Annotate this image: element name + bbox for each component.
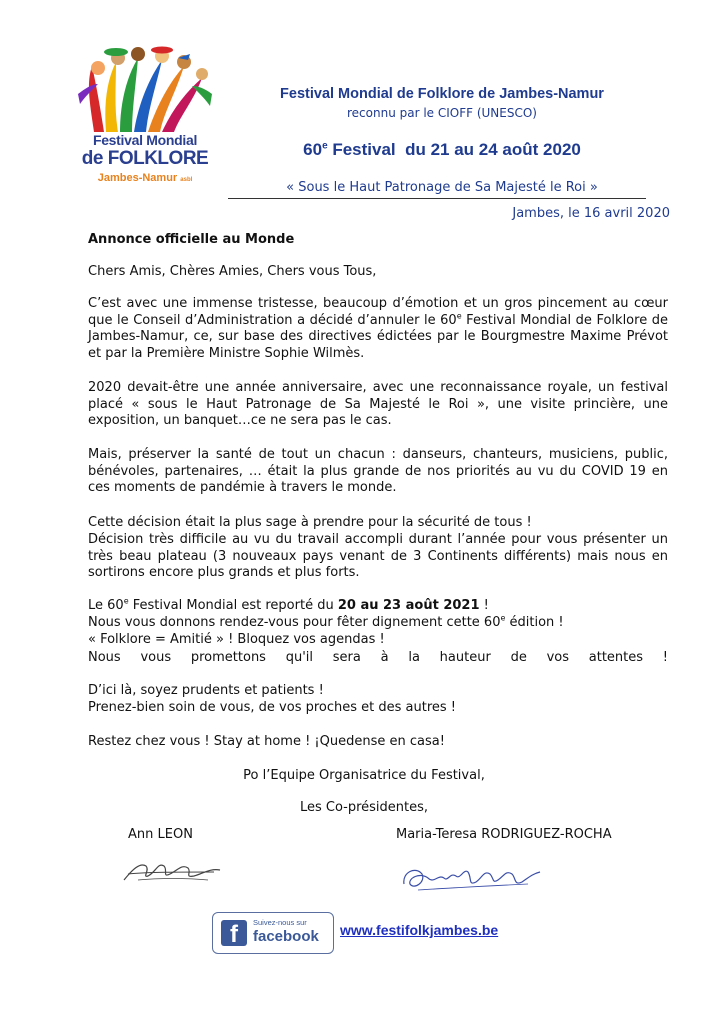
logo-line-3: [80, 172, 210, 184]
p5-text-c: !: [479, 598, 489, 613]
logo-line-2: de FOLKLORE: [81, 148, 209, 169]
edition-dates: Festival du 21 au 24 août 2020: [327, 140, 581, 159]
signer-left-name: Ann LEON: [128, 827, 193, 842]
closing-line-1: Po l’Equipe Organisatrice du Festival,: [243, 768, 485, 783]
paragraph-6-line-2: Prenez-bien soin de vous, de vos proches et des autres !: [88, 700, 457, 715]
paragraph-5-line-3: « Folklore = Amitié » ! Bloquez vos agendas !: [88, 632, 385, 647]
p2-text: 2020 devait-être une année anniversaire, avec une reconnaissance royale, un festival placé « sous le Haut Patronage de Sa Majesté le Roi », une visite princière, une exposition, un banquet…ce ne sera pas le cas.: [88, 380, 668, 428]
facebook-follow-badge[interactable]: [212, 912, 334, 954]
header-divider: [228, 198, 646, 199]
p5-text-a: Le 60: [88, 598, 124, 613]
paragraph-5-line-2: [88, 615, 668, 632]
signer-right-name: Maria-Teresa RODRIGUEZ-ROCHA: [396, 827, 612, 842]
paragraph-3: [88, 447, 668, 497]
p1-text-a: C’est avec une immense tristesse, beaucoup d’émotion et un gros pincement au cœur que le Conseil d’Administration a décidé d’annuler le 60: [88, 296, 668, 328]
letterhead-subtitle: reconnu par le CIOFF (UNESCO): [346, 106, 537, 120]
logo-asbl: asbl: [180, 177, 193, 183]
paragraph-6-line-1: D’ici là, soyez prudents et patients !: [88, 683, 324, 698]
paragraph-5-line-1: [88, 598, 668, 615]
place-date: Jambes, le 16 avril 2020: [512, 206, 670, 221]
edition-sup: e: [322, 140, 328, 152]
facebook-icon: f: [221, 920, 247, 946]
signature-right-icon: [398, 858, 548, 898]
signature-left-icon: [118, 850, 228, 890]
letter-greeting: Chers Amis, Chères Amies, Chers vous Tous,: [88, 264, 377, 279]
paragraph-4-line-1: Cette décision était la plus sage à prendre pour la sécurité de tous !: [88, 515, 532, 530]
p1-sup: e: [456, 311, 462, 321]
p5-sup: e: [123, 596, 129, 606]
p5-new-dates: 20 au 23 août 2021: [337, 598, 480, 613]
p3-text: Mais, préserver la santé de tout un chacun : danseurs, chanteurs, musiciens, public, bénévoles, partenaires, … était la plus grande de nos priorités au vu du COVID 19 en ces moments de pandémie à travers le monde.: [88, 447, 668, 495]
festival-logo: [76, 44, 216, 194]
facebook-badge-small: Suivez-nous sur: [253, 918, 307, 927]
facebook-badge-wordmark: facebook: [253, 928, 319, 945]
paragraph-7: Restez chez vous ! Stay at home ! ¡Quedense en casa!: [88, 734, 445, 749]
p5-line2-a: Nous vous donnons rendez-vous pour fêter dignement cette 60: [88, 615, 501, 630]
p1-text-b: Festival Mondial de Folklore de Jambes-Namur, ce, sur base des directives édictées par le Bourgmestre Maxime Prévot et par la Première Ministre Sophie Wilmès.: [88, 312, 668, 361]
logo-city: Jambes-Namur: [97, 172, 178, 184]
p5-text-b: Festival Mondial est reporté du: [128, 598, 338, 613]
dancers-figures-icon: [76, 44, 216, 134]
letter-heading: Annonce officielle au Monde: [88, 232, 295, 247]
paragraph-1: [88, 296, 668, 362]
paragraph-2: [88, 380, 668, 430]
patronage-line: « Sous le Haut Patronage de Sa Majesté le Roi »: [286, 180, 598, 195]
closing-line-2: Les Co-présidentes,: [299, 800, 429, 815]
website-link[interactable]: www.festifolkjambes.be: [340, 922, 499, 938]
festival-edition-line: [232, 140, 652, 160]
logo-line-1: Festival Mondial: [92, 132, 198, 148]
edition-number: 60: [303, 140, 323, 159]
paragraph-5-line-4: [88, 650, 668, 667]
p5-line2-sup: e: [500, 613, 506, 623]
p4-text: Décision très difficile au vu du travail accompli durant l’année pour vous présenter un très beau plateau (3 nouveaux pays venant de 3 Continents différents) mais nous en sortirons encore plus grands et plus forts.: [88, 532, 668, 580]
p5-line2-b: édition !: [505, 615, 564, 630]
p5-line4-text: Nous vous promettons qu'il sera à la hauteur de vos attentes !: [88, 650, 668, 665]
paragraph-4: [88, 532, 668, 582]
letterhead-title: Festival Mondial de Folklore de Jambes-Namur: [280, 86, 604, 102]
